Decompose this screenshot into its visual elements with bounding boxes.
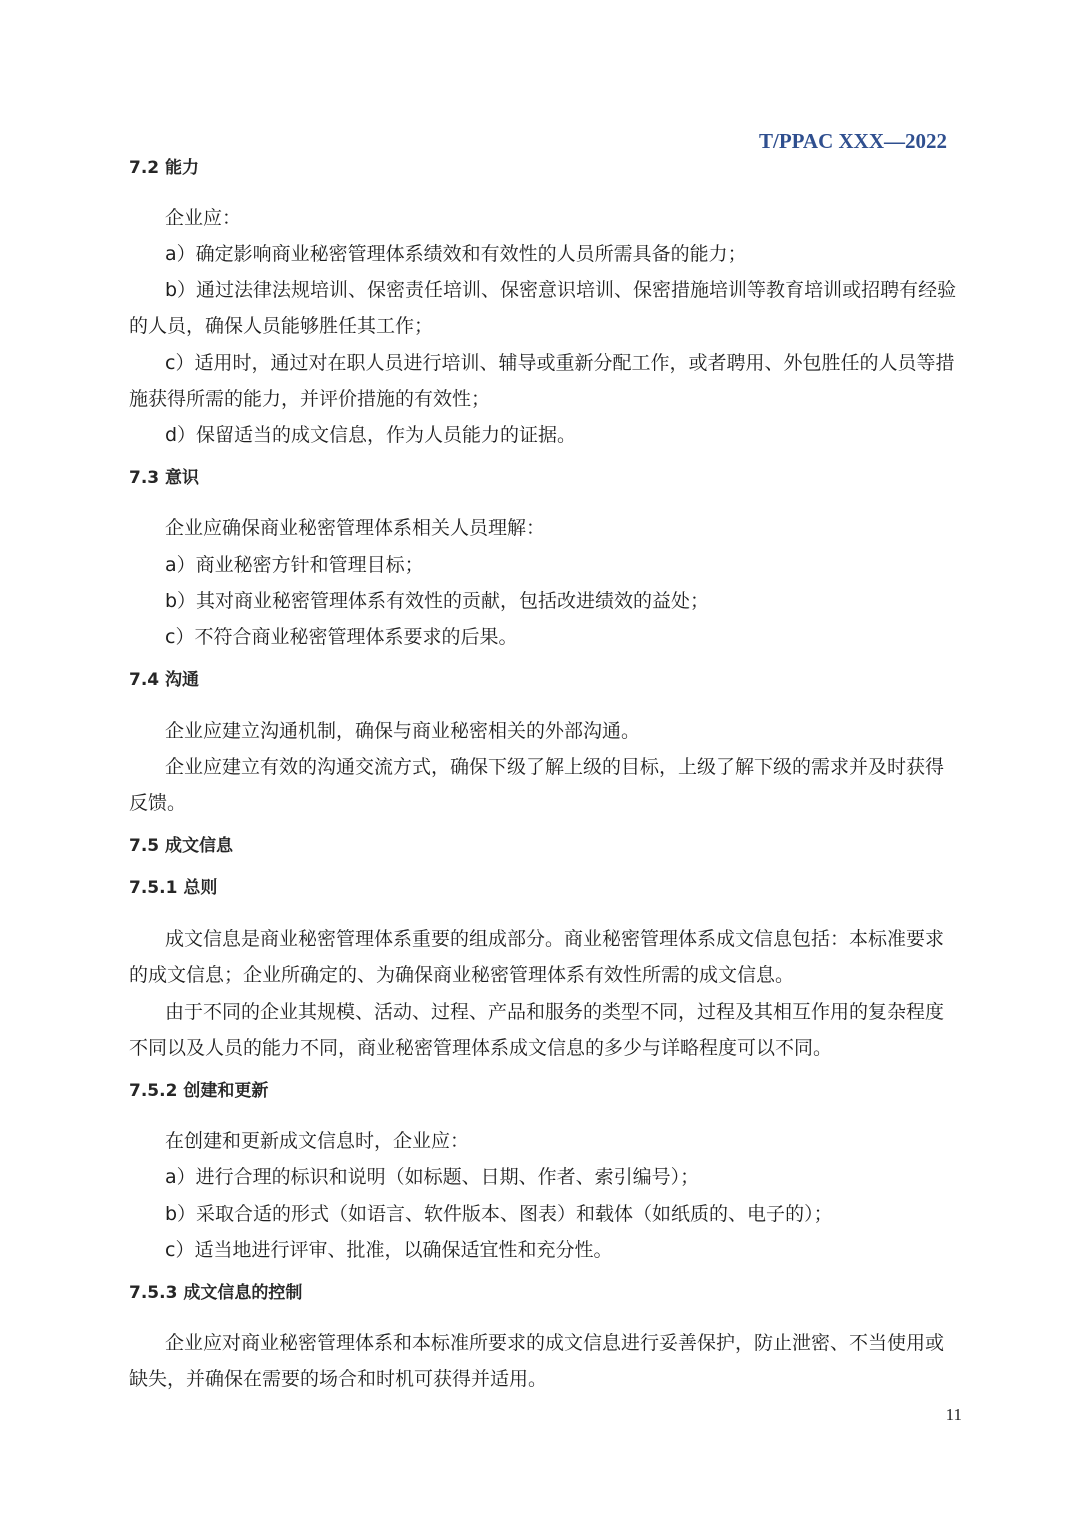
list-item: b）通过法律法规培训、保密责任培训、保密意识培训、保密措施培训等教育培训或招聘有经验 — [165, 279, 957, 301]
paragraph: 企业应建立有效的沟通交流方式，确保下级了解上级的目标，上级了解下级的需求并及时获得 — [165, 756, 945, 778]
section-heading-7-3: 7.3 意识 — [129, 468, 200, 488]
paragraph-continuation: 不同以及人员的能力不同，商业秘密管理体系成文信息的多少与详略程度可以不同。 — [129, 1037, 833, 1059]
paragraph-continuation: 反馈。 — [129, 792, 187, 814]
paragraph: 由于不同的企业其规模、活动、过程、产品和服务的类型不同，过程及其相互作用的复杂程度 — [165, 1001, 945, 1023]
section-heading-7-4: 7.4 沟通 — [129, 670, 200, 690]
document-code: T/PPAC XXX—2022 — [758, 129, 947, 153]
list-item: c）适当地进行评审、批准，以确保适宜性和充分性。 — [165, 1239, 613, 1261]
paragraph: 企业应建立沟通机制，确保与商业秘密相关的外部沟通。 — [165, 720, 641, 742]
list-item: a）商业秘密方针和管理目标； — [165, 554, 424, 576]
paragraph: 企业应对商业秘密管理体系和本标准所要求的成文信息进行妥善保护，防止泄密、不当使用或 — [165, 1332, 945, 1354]
section-heading-7-5-3: 7.5.3 成文信息的控制 — [129, 1283, 303, 1303]
paragraph: 企业应确保商业秘密管理体系相关人员理解： — [165, 517, 546, 539]
list-item: b）其对商业秘密管理体系有效性的贡献，包括改进绩效的益处； — [165, 590, 710, 612]
paragraph-continuation: 缺失，并确保在需要的场合和时机可获得并适用。 — [129, 1368, 548, 1390]
paragraph-continuation: 的成文信息；企业所确定的、为确保商业秘密管理体系有效性所需的成文信息。 — [129, 964, 795, 986]
paragraph: 成文信息是商业秘密管理体系重要的组成部分。商业秘密管理体系成文信息包括：本标准要求 — [165, 928, 945, 950]
section-heading-7-5: 7.5 成文信息 — [129, 836, 234, 856]
list-item: c）适用时，通过对在职人员进行培训、辅导或重新分配工作，或者聘用、外包胜任的人员等措 — [165, 352, 955, 374]
section-heading-7-5-2: 7.5.2 创建和更新 — [129, 1081, 269, 1101]
paragraph: 企业应： — [165, 207, 242, 229]
list-item: a）进行合理的标识和说明（如标题、日期、作者、索引编号）； — [165, 1166, 700, 1188]
page-number: 11 — [945, 1405, 962, 1424]
section-heading-7-5-1: 7.5.1 总则 — [129, 878, 218, 898]
list-item: a）确定影响商业秘密管理体系绩效和有效性的人员所需具备的能力； — [165, 243, 747, 265]
paragraph: 在创建和更新成文信息时，企业应： — [165, 1130, 470, 1152]
list-item-continuation: 的人员，确保人员能够胜任其工作； — [129, 315, 434, 337]
list-item-continuation: 施获得所需的能力，并评价措施的有效性； — [129, 388, 491, 410]
section-heading-7-2: 7.2 能力 — [129, 158, 200, 178]
list-item: c）不符合商业秘密管理体系要求的后果。 — [165, 626, 518, 648]
list-item: d）保留适当的成文信息，作为人员能力的证据。 — [165, 424, 577, 446]
list-item: b）采取合适的形式（如语言、软件版本、图表）和载体（如纸质的、电子的）； — [165, 1203, 833, 1225]
